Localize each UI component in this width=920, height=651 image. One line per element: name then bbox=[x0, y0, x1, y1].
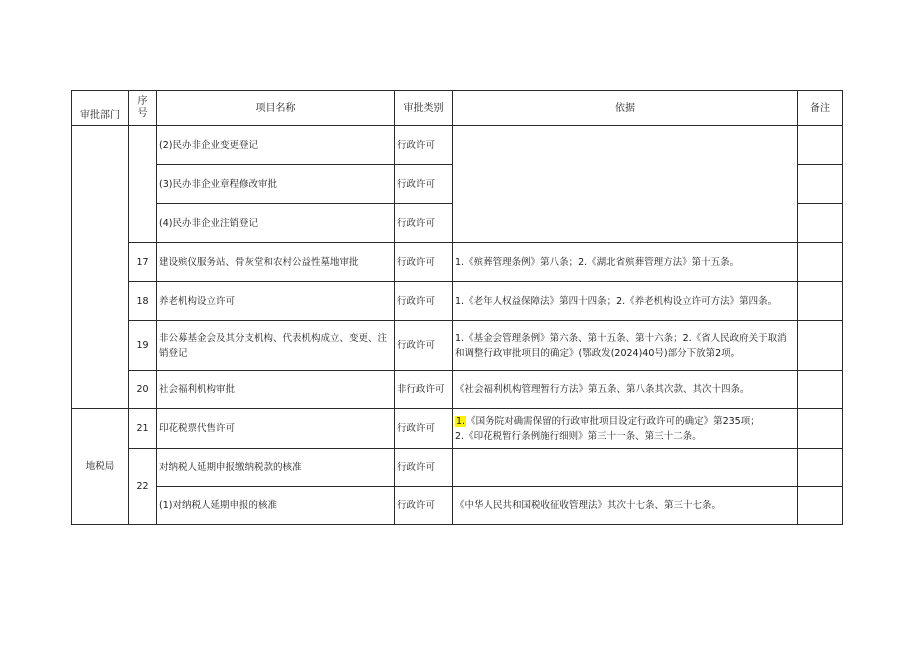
seq-cell-empty bbox=[129, 126, 157, 243]
seq-cell: 17 bbox=[129, 243, 157, 282]
header-seq-line1: 序 bbox=[137, 96, 148, 107]
header-remark: 备注 bbox=[798, 91, 843, 126]
dept-cell-empty bbox=[72, 126, 129, 409]
category-cell: 行政许可 bbox=[395, 282, 453, 321]
seq-cell: 22 bbox=[129, 449, 157, 525]
seq-cell: 20 bbox=[129, 371, 157, 409]
category-cell: 行政许可 bbox=[395, 243, 453, 282]
header-basis: 依据 bbox=[453, 91, 798, 126]
basis-cell bbox=[453, 409, 798, 449]
item-name-cell: (1)对纳税人延期申报的核准 bbox=[157, 487, 395, 525]
table-row bbox=[72, 243, 843, 282]
basis-cell: 《中华人民共和国税收征收管理法》其次十七条、第三十七条。 bbox=[453, 487, 798, 525]
category-cell: 行政许可 bbox=[395, 165, 453, 204]
category-cell: 行政许可 bbox=[395, 409, 453, 449]
highlight-mark: 1. bbox=[456, 415, 466, 427]
category-cell: 行政许可 bbox=[395, 126, 453, 165]
category-cell: 行政许可 bbox=[395, 321, 453, 371]
basis-cell: 1.《基金会管理条例》第六条、第十五条、第十六条；2.《省人民政府关于取消和调整行政审批项目的确定》(鄂政发(2024)40号)部分下放第2项。 bbox=[453, 321, 798, 371]
remark-cell bbox=[798, 409, 843, 449]
item-name-cell: 建设殡仪服务站、骨灰堂和农村公益性墓地审批 bbox=[157, 243, 395, 282]
table-row bbox=[72, 126, 843, 165]
category-cell: 行政许可 bbox=[395, 204, 453, 243]
remark-cell bbox=[798, 321, 843, 371]
category-cell: 非行政许可 bbox=[395, 371, 453, 409]
table-row bbox=[72, 449, 843, 487]
remark-cell bbox=[798, 282, 843, 321]
header-seq-line2: 号 bbox=[137, 108, 148, 119]
basis-cell: 《社会福利机构管理暂行方法》第五条、第八条其次款、其次十四条。 bbox=[453, 371, 798, 409]
table-row bbox=[72, 371, 843, 409]
item-name-cell: 印花税票代售许可 bbox=[157, 409, 395, 449]
item-name-cell: (2)民办非企业变更登记 bbox=[157, 126, 395, 165]
table-row bbox=[72, 321, 843, 371]
header-seq bbox=[129, 91, 157, 126]
basis-cell-empty bbox=[453, 126, 798, 243]
seq-cell: 21 bbox=[129, 409, 157, 449]
dept-cell: 地税局 bbox=[72, 409, 129, 525]
basis-cell-empty bbox=[453, 449, 798, 487]
item-name-cell: (4)民办非企业注销登记 bbox=[157, 204, 395, 243]
remark-cell bbox=[798, 165, 843, 204]
seq-cell: 19 bbox=[129, 321, 157, 371]
basis-text: 《国务院对确需保留的行政审批项目设定行政许可的确定》第235项； bbox=[466, 415, 760, 427]
remark-cell bbox=[798, 243, 843, 282]
remark-cell bbox=[798, 126, 843, 165]
seq-cell: 18 bbox=[129, 282, 157, 321]
remark-cell bbox=[798, 487, 843, 525]
remark-cell bbox=[798, 204, 843, 243]
remark-cell bbox=[798, 449, 843, 487]
basis-cell: 1.《殡葬管理条例》第八条；2.《湖北省殡葬管理方法》第十五条。 bbox=[453, 243, 798, 282]
category-cell: 行政许可 bbox=[395, 487, 453, 525]
table-row bbox=[72, 409, 843, 449]
basis-text-line2: 2.《印花税暂行条例施行细则》第三十一条、第三十二条。 bbox=[455, 430, 702, 442]
table-header-row bbox=[72, 91, 843, 126]
remark-cell bbox=[798, 371, 843, 409]
item-name-cell: 非公募基金会及其分支机构、代表机构成立、变更、注销登记 bbox=[157, 321, 395, 371]
header-dept: 审批部门 bbox=[72, 91, 129, 126]
item-name-cell: 养老机构设立许可 bbox=[157, 282, 395, 321]
category-cell: 行政许可 bbox=[395, 449, 453, 487]
header-name: 项目名称 bbox=[157, 91, 395, 126]
table-row bbox=[72, 282, 843, 321]
basis-cell: 1.《老年人权益保障法》第四十四条；2.《养老机构设立许可方法》第四条。 bbox=[453, 282, 798, 321]
item-name-cell: 社会福利机构审批 bbox=[157, 371, 395, 409]
header-category: 审批类别 bbox=[395, 91, 453, 126]
item-name-cell: 对纳税人延期申报缴纳税款的核准 bbox=[157, 449, 395, 487]
approval-items-table bbox=[71, 90, 843, 525]
item-name-cell: (3)民办非企业章程修改审批 bbox=[157, 165, 395, 204]
table-row bbox=[72, 487, 843, 525]
